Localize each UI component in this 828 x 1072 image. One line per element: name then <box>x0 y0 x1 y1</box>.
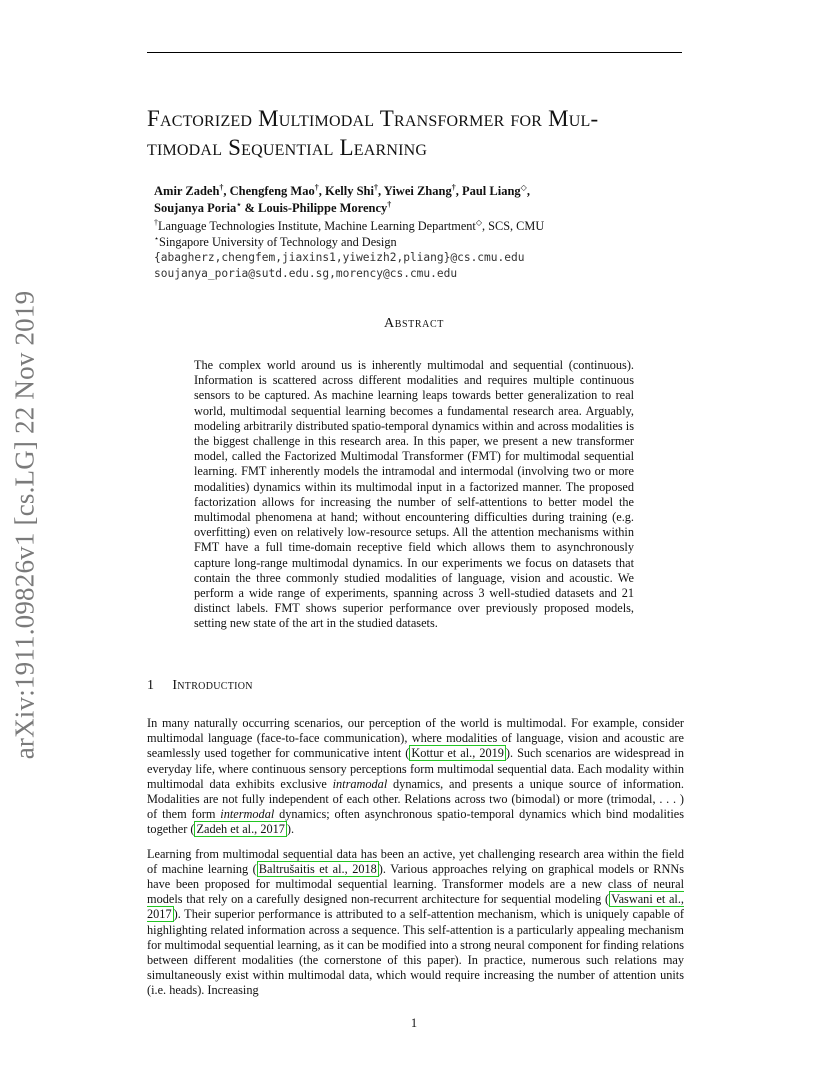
text-run: ). Their superior performance is attributed to a self-attention mechanism, which is uniquely capable of highlighting related information across a sequence. This self-attention is a particularly appealing mechanism for multimodal sequential learning, as it can be modified into a strong neural component for finding relations between different modalities (the cornerstone of this paper). In practice, numerous such relations may simultaneously exist within multimodal data, which would require increasing the number of attention units (i.e. heads). Increasing <box>147 907 684 998</box>
title-line-2: timodal Sequential Learning <box>147 135 428 160</box>
author-name: Kelly Shi <box>324 184 374 198</box>
affiliation-mark: † <box>373 182 378 192</box>
affiliations <box>154 219 694 281</box>
arxiv-sidebar <box>6 285 44 765</box>
emphasis: intermodal <box>220 807 275 822</box>
abstract-heading: Abstract <box>384 316 444 331</box>
author-list <box>154 183 694 217</box>
affiliation-cmu-suffix: , SCS, CMU <box>482 219 545 233</box>
section-heading-introduction <box>147 678 253 694</box>
affiliation-mark: ◇ <box>520 182 527 192</box>
arxiv-identifier: arXiv:1911.09826v1 [cs.LG] 22 Nov 2019 <box>9 290 40 760</box>
text-run: ). Various approaches relying on graphical models or RNNs have been proposed for multimodal sequential learning. Transformer models are a new class of neural models that rely on a carefully designed non-recurrent architecture for sequential modeling ( <box>147 861 684 907</box>
separator: , <box>526 184 530 198</box>
author-name: Paul Liang <box>461 184 521 198</box>
author-name: Chengfeng Mao <box>229 184 315 198</box>
separator: & <box>241 201 258 215</box>
author-name: Yiwei Zhang <box>383 184 452 198</box>
affiliation-mark: ⋆ <box>236 199 242 209</box>
paragraph <box>147 847 684 999</box>
citation-link[interactable]: Vaswani et al., 2017 <box>147 892 684 922</box>
text-run: dynamics; often asynchronous spatio-temporal dynamics which bind modalities together ( <box>147 807 684 837</box>
author-name: Louis-Philippe Morency <box>258 201 388 215</box>
affiliation-mark: ◇ <box>475 217 482 227</box>
email-line-2[interactable]: soujanya_poria@sutd.edu.sg,morency@cs.cmu.edu <box>154 266 458 280</box>
text-run: Learning from multimodal sequential data has been an active, yet challenging research area within the field of machine learning ( <box>147 846 684 876</box>
separator: , <box>455 184 462 198</box>
citation-link[interactable]: Baltrušaitis et al., 2018 <box>258 861 377 876</box>
text-run: ). Such scenarios are widespread in everyday life, where continuous sensory perceptions form multimodal sequential data. Each modality within multimodal data exhibits exclusive <box>147 746 684 791</box>
author-name: Amir Zadeh <box>154 184 220 198</box>
abstract-body: The complex world around us is inherently multimodal and sequential (continuous). Information is scattered across different modalities and requires multiple continuous sensors to be captured. As machine learning leaps towards better generalization to real world, multimodal sequential learning becomes a fundamental research area. Arguably, modeling arbitrarily distributed spatio-temporal dynamics within and across modalities is the biggest challenge in this research area. In this paper, we present a new transformer model, called the Factorized Multimodal Transformer (FMT) for multimodal sequential learning. FMT inherently models the intramodal and intermodal (involving two or more modalities) dynamics within its multimodal input in a factorized manner. The proposed factorization allows for increasing the number of self-attentions to better model the multimodal phenomena at hand; without encountering difficulties during training (e.g. overfitting) even on relatively low-resource setups. All the attention mechanisms within FMT have a full time-domain receptive field which allows them to asynchronously capture long-range multimodal dynamics. In our experiments we focus on datasets that contain the three commonly studied modalities of language, vision and acoustic. We perform a wide range of experiments, spanning across 3 well-studied datasets and 21 distinct labels. FMT shows superior performance over previously proposed models, setting new state of the art in the studied datasets. <box>194 358 634 631</box>
paragraph <box>147 716 684 838</box>
header-rule <box>147 52 682 53</box>
affiliation-mark: ⋆ <box>154 233 160 243</box>
text-run: ). <box>286 822 295 837</box>
separator: , <box>318 184 325 198</box>
affiliation-cmu: Language Technologies Institute, Machine Learning Department <box>158 219 476 233</box>
introduction-body <box>147 716 684 1008</box>
section-title: Introduction <box>172 678 253 693</box>
affiliation-mark: † <box>387 199 392 209</box>
title-line-1: Factorized Multimodal Transformer for Mul- <box>147 106 599 131</box>
author-name: Soujanya Poria <box>154 201 237 215</box>
paper-title <box>147 104 707 162</box>
separator: , <box>377 184 384 198</box>
separator: , <box>223 184 230 198</box>
affiliation-sutd: Singapore University of Technology and Design <box>159 234 397 249</box>
citation-link[interactable]: Kottur et al., 2019 <box>411 746 504 761</box>
affiliation-mark: † <box>154 217 158 227</box>
page-number: 1 <box>410 1016 418 1030</box>
text-run: dynamics, and presents a unique source of information. Modalities are not fully independent of each other. Relations across two (bimodal) or more (trimodal, . . . ) of them form <box>147 776 684 822</box>
affiliation-mark: † <box>314 182 319 192</box>
emphasis: intramodal <box>332 776 388 791</box>
text-run: In many naturally occurring scenarios, our perception of the world is multimodal. For example, consider multimodal language (face-to-face communication), where modalities of language, vision and acoustic are seamlessly used together for communicative intent ( <box>147 716 684 761</box>
section-number: 1 <box>147 678 155 693</box>
email-line-1[interactable]: {abagherz,chengfem,jiaxins1,yiweizh2,pliang}@cs.cmu.edu <box>154 251 525 264</box>
affiliation-mark: † <box>219 182 224 192</box>
citation-link[interactable]: Zadeh et al., 2017 <box>196 822 285 837</box>
affiliation-mark: † <box>451 182 456 192</box>
